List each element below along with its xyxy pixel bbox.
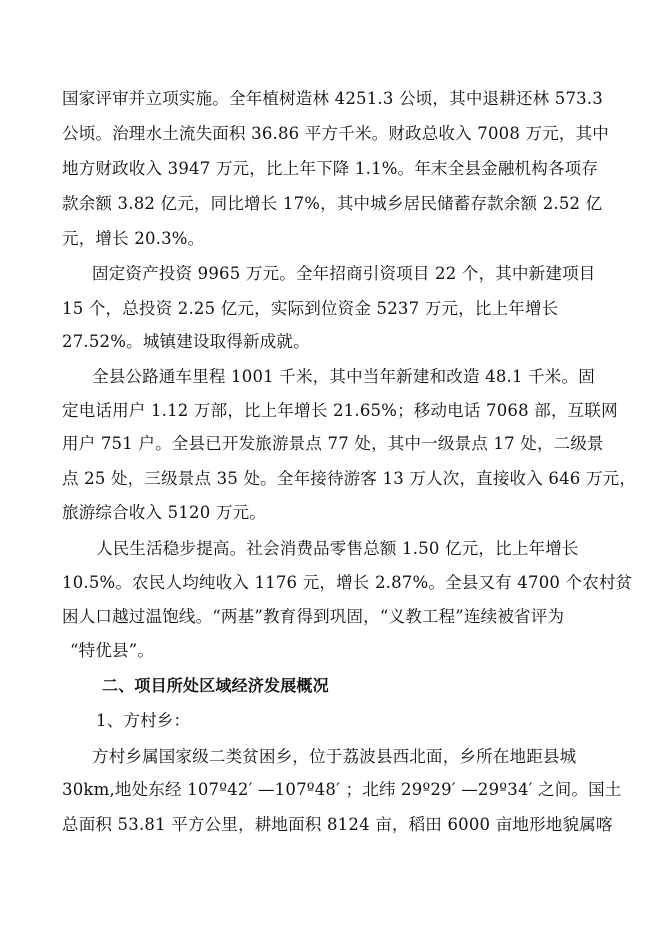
- paragraph-3-line-5: 旅游综合收入 5120 万元。: [62, 503, 266, 522]
- paragraph-1-line-5: 元，增长 20.3%。: [62, 229, 205, 248]
- paragraph-4-line-4: “特优县”。: [70, 641, 155, 660]
- paragraph-1-line-4: 款余额 3.82 亿元，同比增长 17%，其中城乡居民储蓄存款余额 2.52 亿: [62, 194, 603, 213]
- paragraph-3-line-1: 全县公路通车里程 1001 千米，其中当年新建和改造 48.1 千米。固: [92, 367, 595, 386]
- paragraph-3-line-4: 点 25 处，三级景点 35 处。全年接待游客 13 万人次，直接收入 646 万元，: [62, 469, 637, 488]
- paragraph-1-line-2: 公顷。治理水土流失面积 36.86 平方千米。财政总收入 7008 万元，其中: [62, 124, 610, 143]
- paragraph-4-line-3: 困人口越过温饱线。“两基”教育得到巩固，“义教工程”连续被省评为: [62, 607, 565, 626]
- section-heading: 二、项目所处区域经济发展概况: [102, 676, 329, 695]
- final-paragraph-line-3: 总面积 53.81 平方公里，耕地面积 8124 亩，稻田 6000 亩地形地貌属喀: [62, 815, 613, 834]
- final-paragraph-line-1: 方村乡属国家级二类贫困乡，位于荔波县西北面，乡所在地距县城: [92, 747, 577, 766]
- paragraph-3-line-3: 用户 751 户。全县已开发旅游景点 77 处，其中一级景点 17 处，二级景: [62, 434, 604, 453]
- paragraph-2-line-3: 27.52%。城镇建设取得新成就。: [62, 332, 310, 351]
- subheading: 1、方村乡：: [96, 711, 191, 730]
- paragraph-1-line-3: 地方财政收入 3947 万元，比上年下降 1.1%。年末全县金融机构各项存: [62, 159, 599, 178]
- paragraph-1-line-1: 国家评审并立项实施。全年植树造林 4251.3 公顷，其中退耕还林 573.3: [62, 89, 604, 108]
- paragraph-4-line-2: 10.5%。农民人均纯收入 1176 元，增长 2.87%。全县又有 4700 个农村贫: [62, 573, 633, 592]
- paragraph-2-line-2: 15 个，总投资 2.25 亿元，实际到位资金 5237 万元，比上年增长: [62, 299, 559, 318]
- paragraph-2-line-1: 固定资产投资 9965 万元。全年招商引资项目 22 个，其中新建项目: [92, 264, 596, 283]
- final-paragraph-line-2: 30km,地处东经 107º42′ —107º48′ ；北纬 29º29′ —29º34′ 之间。国土: [62, 780, 622, 799]
- paragraph-4-line-1: 人民生活稳步提高。社会消费品零售总额 1.50 亿元，比上年增长: [96, 539, 579, 558]
- paragraph-3-line-2: 定电话用户 1.12 万部，比上年增长 21.65%；移动电话 7068 部，互联网: [62, 401, 618, 420]
